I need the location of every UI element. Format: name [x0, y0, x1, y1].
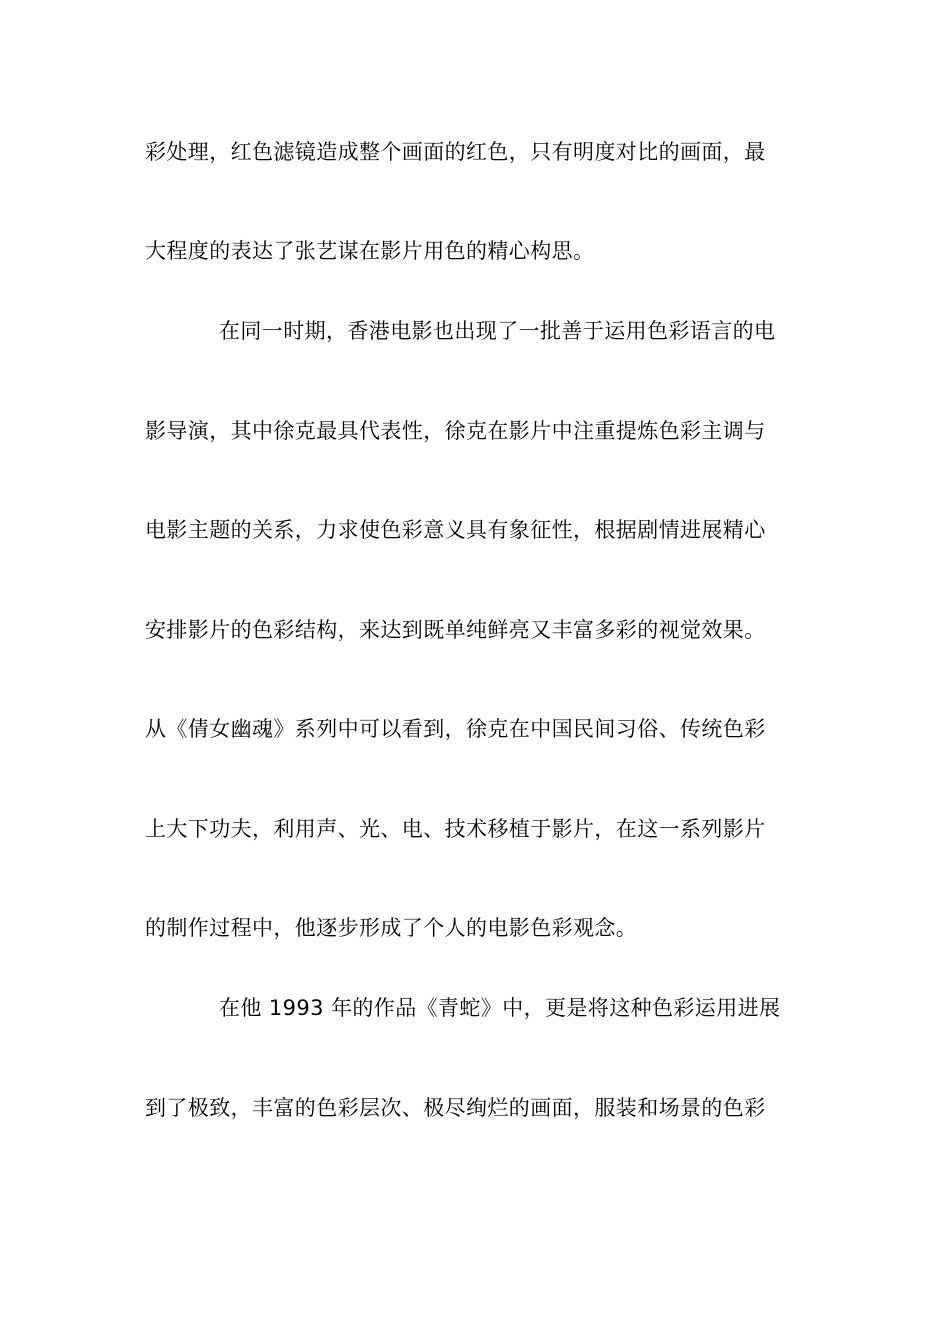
text-line: 大程度的表达了张艺谋在影片用色的精心构思。: [145, 239, 595, 263]
text-line: 从《倩女幽魂》系列中可以看到，徐克在中国民间习俗、传统色彩: [145, 717, 766, 741]
text-line: 上大下功夫，利用声、光、电、技术移植于影片，在这一系列影片: [145, 817, 766, 841]
text-line: 到了极致，丰富的色彩层次、极尽绚烂的画面，服装和场景的色彩: [145, 1096, 766, 1120]
paragraph-first-line: 在同一时期，香港电影也出现了一批善于运用色彩语言的电: [219, 319, 776, 343]
text-line: 彩处理，红色滤镜造成整个画面的红色，只有明度对比的画面，最: [145, 140, 766, 164]
text-line: 安排影片的色彩结构，来达到既单纯鲜亮又丰富多彩的视觉效果。: [145, 618, 766, 642]
text-line: 的制作过程中，他逐步形成了个人的电影色彩观念。: [145, 916, 638, 940]
text-line: 电影主题的关系，力求使色彩意义具有象征性，根据剧情进展精心: [145, 518, 766, 542]
text-line: 影导演，其中徐克最具代表性，徐克在影片中注重提炼色彩主调与: [145, 419, 766, 443]
paragraph-first-line: 在他 1993 年的作品《青蛇》中，更是将这种色彩运用进展: [219, 996, 781, 1020]
